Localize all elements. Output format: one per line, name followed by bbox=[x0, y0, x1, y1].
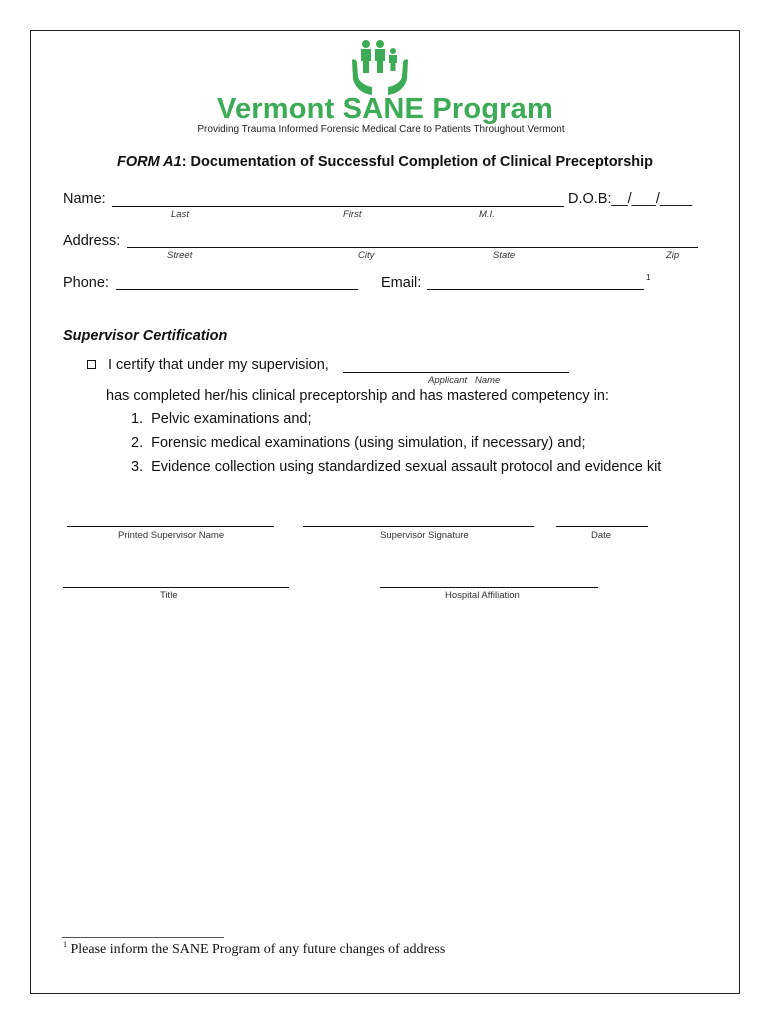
email-footnote-ref: 1 bbox=[646, 273, 651, 282]
competency-item bbox=[131, 411, 312, 427]
footnote bbox=[63, 942, 445, 958]
org-tagline: Providing Trauma Informed Forensic Medical Care to Patients Throughout Vermont bbox=[197, 124, 565, 135]
supervisor-signature-field[interactable] bbox=[303, 526, 534, 527]
address-sublabel-zip: Zip bbox=[666, 250, 680, 261]
competency-item bbox=[131, 459, 661, 475]
address-field[interactable] bbox=[127, 247, 698, 248]
completed-text: has completed her/his clinical preceptorship and has mastered competency in: bbox=[106, 388, 609, 404]
competency-num: 2. bbox=[131, 435, 144, 451]
applicant-name-field[interactable] bbox=[343, 372, 569, 373]
printed-supervisor-name-label: Printed Supervisor Name bbox=[118, 530, 225, 541]
phone-label: Phone: bbox=[63, 275, 109, 291]
name-sublabel-first: First bbox=[343, 209, 362, 220]
competency-text: Pelvic examinations and; bbox=[151, 411, 312, 427]
phone-field[interactable] bbox=[116, 289, 358, 290]
form-title-code: FORM A1 bbox=[116, 154, 182, 170]
footnote-divider bbox=[62, 937, 224, 938]
org-name: Vermont SANE Program bbox=[217, 93, 553, 125]
email-field[interactable] bbox=[427, 289, 644, 290]
name-sublabel-last: Last bbox=[171, 209, 189, 220]
competency-item bbox=[131, 435, 585, 451]
form-page bbox=[30, 30, 740, 994]
certify-checkbox[interactable] bbox=[87, 360, 96, 369]
printed-supervisor-name-field[interactable] bbox=[67, 526, 274, 527]
name-label: Name: bbox=[63, 191, 106, 207]
certify-text: I certify that under my supervision, bbox=[108, 357, 329, 373]
dob-field[interactable]: D.O.B:__/___/____ bbox=[568, 191, 693, 207]
competency-text: Forensic medical examinations (using simulation, if necessary) and; bbox=[151, 435, 586, 451]
email-label: Email: bbox=[381, 275, 422, 291]
competency-num: 1. bbox=[131, 411, 144, 427]
footnote-num: 1 bbox=[63, 940, 67, 949]
hospital-affiliation-field[interactable] bbox=[380, 587, 598, 588]
address-sublabel-street: Street bbox=[167, 250, 193, 261]
supervisor-section-title: Supervisor Certification bbox=[63, 328, 228, 344]
title-field[interactable] bbox=[63, 587, 289, 588]
applicant-name-sublabel: Applicant Name bbox=[428, 375, 501, 386]
title-label: Title bbox=[160, 590, 178, 601]
competency-num: 3. bbox=[131, 459, 144, 475]
date-field[interactable] bbox=[556, 526, 648, 527]
hospital-affiliation-label: Hospital Affiliation bbox=[445, 590, 520, 601]
family-in-hands-icon bbox=[350, 38, 410, 96]
form-title bbox=[0, 154, 770, 170]
form-title-text: : Documentation of Successful Completion of Clinical Preceptorship bbox=[181, 154, 654, 170]
address-label: Address: bbox=[63, 233, 121, 249]
address-sublabel-state: State bbox=[493, 250, 516, 261]
footnote-text: Please inform the SANE Program of any future changes of address bbox=[70, 942, 446, 957]
address-sublabel-city: City bbox=[358, 250, 375, 261]
name-sublabel-mi: M.I. bbox=[479, 209, 495, 220]
date-label: Date bbox=[591, 530, 612, 541]
competency-text: Evidence collection using standardized sexual assault protocol and evidence kit bbox=[151, 459, 662, 475]
supervisor-signature-label: Supervisor Signature bbox=[380, 530, 469, 541]
name-field[interactable] bbox=[112, 206, 564, 207]
